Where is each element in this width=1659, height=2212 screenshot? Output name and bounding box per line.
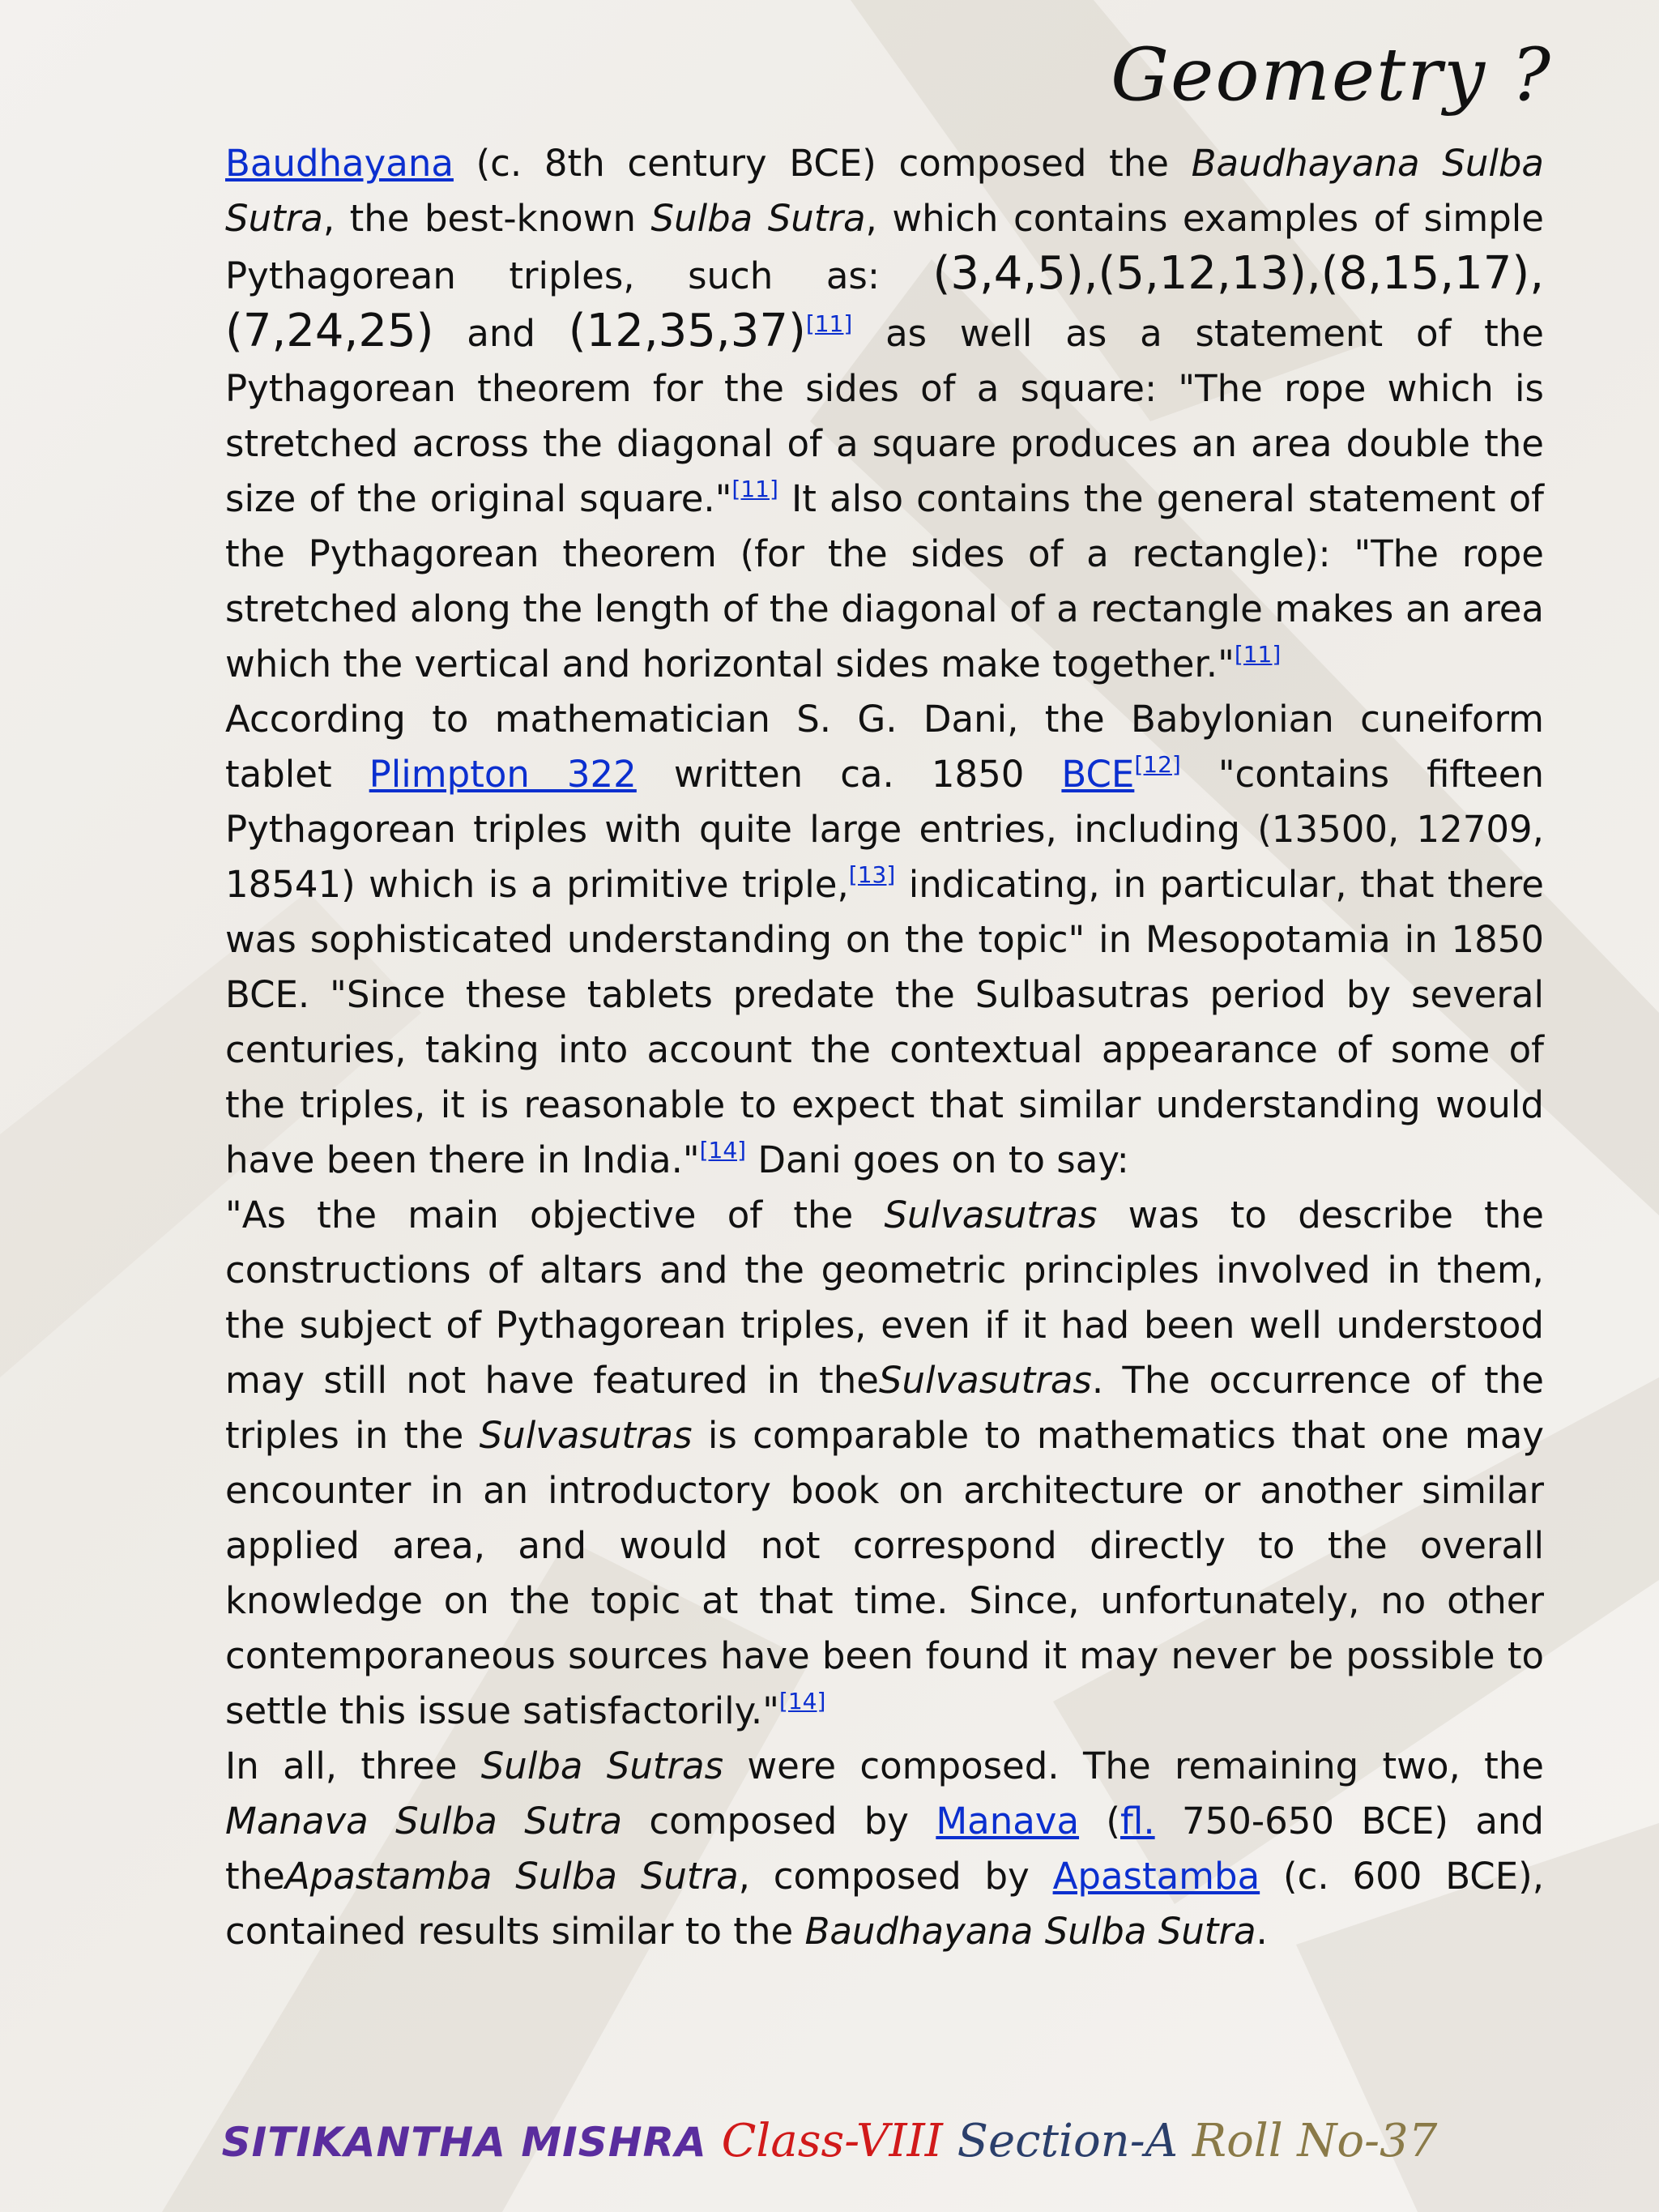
link-bce[interactable]: BCE	[1061, 753, 1135, 796]
paragraph-dani: According to mathematician S. G. Dani, the Babylonian cuneiform tablet Plimpton 322 written ca. 1850 BCE[12] "contains fifteen Pythagorean triples with quite large entries, including (13500, 12709, 18541) which is a primitive triple,[13] indicating, in particular, that there was sophisticated understanding on the topic" in Mesopotamia in 1850 BCE. "Since these tablets predate the Sulbasutras period by several centuries, taking into account the contextual appearance of some of the triples, it is reasonable to expect that similar understanding would have been there in India."[14] Dani goes on to say:	[225, 698, 1545, 1181]
citation-11[interactable]: [11]	[805, 310, 853, 337]
citation-12[interactable]: [12]	[1134, 751, 1181, 778]
citation-11[interactable]: [11]	[731, 476, 778, 502]
link-plimpton-322[interactable]: Plimpton 322	[369, 753, 637, 796]
article-body	[225, 136, 1544, 1959]
link-apastamba[interactable]: Apastamba	[1052, 1855, 1260, 1898]
author-footer	[0, 2115, 1659, 2167]
citation-14[interactable]: [14]	[699, 1137, 747, 1164]
author-section: Section-A	[957, 2115, 1179, 2167]
author-class: Class-VIII	[721, 2115, 943, 2167]
link-manava[interactable]: Manava	[936, 1800, 1080, 1843]
author-name: SITIKANTHA MISHRA	[221, 2119, 707, 2166]
author-roll: Roll No-37	[1192, 2115, 1438, 2167]
triple-12-35-37: (12,35,37)	[568, 305, 806, 357]
citation-13[interactable]: [13]	[848, 861, 896, 888]
paragraph-sulba-sutras: In all, three Sulba Sutras were composed. The remaining two, the Manava Sulba Sutra composed by Manava (fl. 750-650 BCE) and theApastamba Sulba Sutra, composed by Apastamba (c. 600 BCE), contained results similar to the Baudhayana Sulba Sutra.	[225, 1744, 1544, 1953]
citation-11[interactable]: [11]	[1234, 641, 1282, 668]
citation-14[interactable]: [14]	[778, 1688, 826, 1715]
paragraph-baudhayana: Baudhayana (c. 8th century BCE) composed the Baudhayana Sulba Sutra, the best-known Sulba Sutra, which contains examples of simple Pythagorean triples, such as: (3,4,5),(5,12,13),(8,15,17),(7,24,25) and (12,35,37)[11] as well as a statement of the Pythagorean theorem for the sides of a square: "The rope which is stretched across the diagonal of a square produces an area double the size of the original square."[11] It also contains the general statement of the Pythagorean theorem (for the sides of a rectangle): "The rope stretched along the length of the diagonal of a rectangle makes an area which the vertical and horizontal sides make together."[11]	[225, 142, 1544, 685]
paragraph-dani-quote: "As the main objective of the Sulvasutras was to describe the constructions of altars and the geometric principles involved in them, the subject of Pythagorean triples, even if it had been well understood may still not have featured in theSulvasutras. The occurrence of the triples in the Sulvasutras is comparable to mathematics that one may encounter in an introductory book on architecture or another similar applied area, and would not correspond directly to the overall knowledge on the topic at that time. Since, unfortunately, no other contemporaneous sources have been found it may never be possible to settle this issue satisfactorily."[14]	[225, 1194, 1544, 1732]
link-floruit[interactable]: fl.	[1120, 1800, 1155, 1843]
page-title: Geometry ?	[1111, 32, 1552, 117]
link-baudhayana[interactable]: Baudhayana	[225, 142, 454, 185]
triples-list: (3,4,5),(5,12,13),(8,15,17),(7,24,25)	[225, 247, 1544, 357]
